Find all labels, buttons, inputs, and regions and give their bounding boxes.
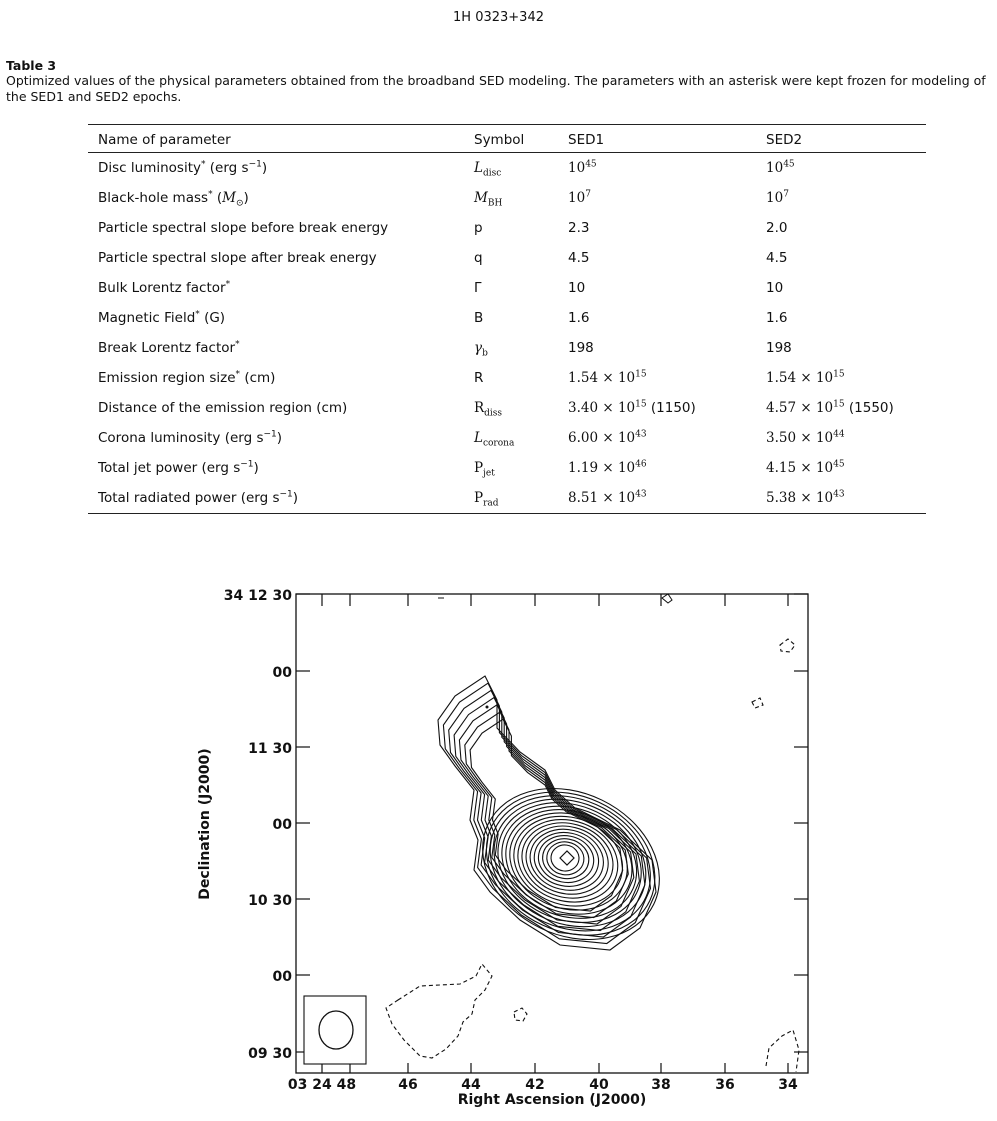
cell-part-v1-exp: 45 (585, 159, 597, 169)
core-contour (497, 798, 641, 925)
sed1-value-cell (558, 423, 756, 453)
cell-part-unit-pre: (cm) (240, 369, 276, 386)
cell-part-name: Break Lorentz factor (98, 339, 236, 356)
sed1-value-cell (558, 183, 756, 213)
extended-emission-contours (438, 676, 656, 950)
cell-part-sym: L (474, 429, 483, 446)
sed1-value-cell (558, 153, 756, 184)
cell-part-unit-sub: ⊙ (235, 198, 244, 209)
cell-part-v2-base: 1.54 × 10 (766, 369, 834, 386)
cell-part-name: Bulk Lorentz factor (98, 279, 226, 296)
cell-part-unit-pre: (erg s (205, 159, 249, 176)
y-tick-label: 11 30 (248, 741, 292, 757)
cell-part-sym: γ (474, 339, 483, 356)
cell-part-v2-base: 4.57 × 10 (766, 399, 834, 416)
param-name-cell (88, 303, 464, 333)
cell-part-name: Corona luminosity (98, 429, 221, 446)
table-row (88, 393, 926, 423)
core-contour (519, 817, 616, 902)
sed2-value-cell (756, 213, 926, 243)
cell-part-name: Distance of the emission region (cm) (98, 399, 348, 416)
table-row (88, 273, 926, 303)
cell-part-sym: P (474, 489, 484, 506)
x-axis-title: Right Ascension (J2000) (457, 1092, 647, 1108)
core-contour (529, 827, 604, 893)
core-contour (544, 839, 586, 877)
parameter-table (88, 124, 926, 514)
cell-part-v2-exp: 7 (783, 189, 789, 199)
cell-part-sym: B (474, 309, 484, 326)
col-header-name: Name of parameter (88, 125, 464, 153)
cell-part-sym: Γ (474, 279, 482, 296)
cell-part-v1: 10 (568, 279, 586, 296)
cell-part-name: Disc luminosity (98, 159, 201, 176)
sed2-value-cell (756, 333, 926, 363)
param-symbol-cell (464, 423, 558, 453)
cell-part-sym-sub: b (482, 348, 488, 359)
cell-part-name: Emission region size (98, 369, 236, 386)
cell-part-v1-exp: 43 (635, 429, 647, 439)
table-row (88, 453, 926, 483)
table-row (88, 213, 926, 243)
negative-contour (766, 1030, 799, 1072)
cell-part-v2-exp: 15 (833, 399, 845, 409)
core-contour (486, 787, 653, 937)
x-tick-label: 03 24 48 (287, 1077, 357, 1093)
param-symbol-cell (464, 183, 558, 213)
sed2-value-cell (756, 243, 926, 273)
cell-part-v2: 198 (766, 339, 792, 356)
cell-part-unit-pre: (erg s (236, 489, 280, 506)
cell-part-unit-pre: (erg s (220, 429, 264, 446)
cell-part-v2: 1.6 (766, 309, 788, 326)
core-contour (491, 793, 646, 932)
cell-part-sym: R (474, 399, 485, 416)
param-symbol-cell (464, 153, 558, 184)
core-contour (508, 808, 628, 914)
sed2-value-cell (756, 483, 926, 514)
cell-part-sym-sub: corona (482, 438, 515, 449)
param-symbol-cell (464, 483, 558, 514)
table-header-row (88, 125, 926, 153)
cell-part-unit-pre: (erg s (197, 459, 241, 476)
cell-part-v2-exp: 45 (833, 459, 845, 469)
cell-part-unit-post: ) (292, 489, 299, 506)
cell-part-name: Total jet power (98, 459, 198, 476)
y-tick-label: 10 30 (248, 893, 292, 909)
table-caption: Optimized values of the physical parameters obtained from the broadband SED modeling. The parameters with an asterisk were kept frozen for modeling of the SED1 and SED2 epochs. (6, 73, 986, 104)
y-tick-label: 09 30 (248, 1046, 292, 1062)
negative-contour (386, 964, 492, 1058)
cell-part-v2-exp: 44 (833, 429, 845, 439)
cell-part-v2-base: 10 (766, 159, 784, 176)
x-tick-label: 38 (651, 1077, 671, 1093)
cell-part-unit-pre: ( (212, 189, 223, 206)
cell-part-v1-exp: 7 (585, 189, 591, 199)
param-name-cell (88, 243, 464, 273)
cell-part-v2-base: 10 (766, 189, 784, 206)
cell-part-v1: 2.3 (568, 219, 590, 236)
cell-part-v1: 1.6 (568, 309, 590, 326)
cell-part-sym-sub: jet (483, 468, 495, 479)
cell-part-unit-sym: M (222, 189, 236, 206)
cell-part-v2-exp: 43 (833, 489, 845, 499)
core-contour (480, 782, 659, 943)
sed2-value-cell (756, 453, 926, 483)
core-contour (534, 831, 597, 887)
knot-marker (486, 706, 489, 709)
jet-contour (443, 683, 650, 943)
cell-part-v1-base: 8.51 × 10 (568, 489, 636, 506)
sed2-value-cell (756, 363, 926, 393)
cell-part-sym: P (474, 459, 484, 476)
cell-part-v1-base: 1.54 × 10 (568, 369, 636, 386)
param-name-cell (88, 213, 464, 243)
sed1-value-cell (558, 363, 756, 393)
cell-part-v1: 198 (568, 339, 594, 356)
param-name-cell (88, 153, 464, 184)
table-row (88, 153, 926, 184)
running-header: 1H 0323+342 (453, 10, 544, 25)
x-tick-label: 44 (461, 1077, 481, 1093)
table-row (88, 333, 926, 363)
sed1-value-cell (558, 273, 756, 303)
cell-part-star: * (200, 159, 206, 169)
sed1-value-cell (558, 393, 756, 423)
cell-part-sym-sub: rad (483, 498, 499, 509)
cell-part-v2: 10 (766, 279, 784, 296)
cell-part-v1-exp: 46 (635, 459, 647, 469)
cell-part-v1-exp: 15 (635, 399, 647, 409)
cell-part-sym: R (474, 369, 484, 386)
sed2-value-cell (756, 273, 926, 303)
y-axis-title: Declination (J2000) (197, 748, 213, 900)
cell-part-v1-base: 10 (568, 189, 586, 206)
cell-part-v2-exp: 15 (833, 369, 845, 379)
cell-part-sym-sub: disc (482, 168, 502, 179)
cell-part-star: * (225, 279, 231, 289)
table-row (88, 303, 926, 333)
param-name-cell (88, 333, 464, 363)
sed1-value-cell (558, 303, 756, 333)
x-tick-label: 36 (715, 1077, 735, 1093)
param-name-cell (88, 183, 464, 213)
cell-part-v1-base: 10 (568, 159, 586, 176)
beam-ellipse (319, 1011, 353, 1049)
cell-part-v1: 4.5 (568, 249, 590, 266)
cell-part-v1-tail: (1150) (646, 399, 696, 416)
jet-contour (470, 719, 623, 911)
edge-contour (662, 594, 672, 603)
cell-part-unit-exp: −1 (240, 459, 254, 469)
sed1-value-cell (558, 453, 756, 483)
plot-frame (296, 594, 808, 1073)
table-row (88, 483, 926, 514)
cell-part-star: * (235, 369, 241, 379)
cell-part-unit-post: ) (261, 159, 268, 176)
cell-part-v1-base: 6.00 × 10 (568, 429, 636, 446)
cell-part-sym: q (474, 249, 483, 266)
axis-ticks (296, 594, 808, 1073)
x-tick-label: 42 (525, 1077, 545, 1093)
sed2-value-cell (756, 303, 926, 333)
param-symbol-cell (464, 453, 558, 483)
param-symbol-cell (464, 303, 558, 333)
core-contour (463, 766, 679, 962)
core-contour (502, 803, 634, 920)
cell-part-star: * (195, 309, 200, 319)
y-tick-label: 00 (272, 665, 292, 681)
jet-contour (459, 705, 633, 924)
cell-part-unit-pre: (G) (199, 309, 226, 326)
param-symbol-cell (464, 213, 558, 243)
cell-part-sym: p (474, 219, 483, 236)
table-row (88, 243, 926, 273)
jet-contour (465, 712, 629, 918)
x-tick-label: 46 (398, 1077, 418, 1093)
negative-contour (514, 1008, 527, 1021)
cell-part-name: Particle spectral slope after break energy (98, 249, 377, 266)
param-symbol-cell (464, 273, 558, 303)
cell-part-v2-base: 4.15 × 10 (766, 459, 834, 476)
core-contour (549, 843, 580, 873)
sed2-value-cell (756, 423, 926, 453)
cell-part-name: Black-hole mass (98, 189, 209, 206)
cell-part-v2-base: 3.50 × 10 (766, 429, 834, 446)
col-header-sed1: SED1 (558, 125, 756, 153)
y-tick-label: 00 (272, 969, 292, 985)
sed2-value-cell (756, 393, 926, 423)
cell-part-v2: 4.5 (766, 249, 788, 266)
cell-part-name: Magnetic Field (98, 309, 196, 326)
param-symbol-cell (464, 393, 558, 423)
y-tick-label: 34 12 30 (223, 588, 292, 604)
cell-part-sym-sub: diss (484, 408, 503, 419)
x-tick-label: 40 (589, 1077, 609, 1093)
cell-part-v2: 2.0 (766, 219, 788, 236)
cell-part-v1-base: 3.40 × 10 (568, 399, 636, 416)
table-row (88, 183, 926, 213)
x-tick-label: 34 (778, 1077, 798, 1093)
param-name-cell (88, 423, 464, 453)
cell-part-v2-tail: (1550) (844, 399, 894, 416)
param-symbol-cell (464, 243, 558, 273)
solid-contours (457, 760, 685, 968)
param-name-cell (88, 273, 464, 303)
jet-contour (438, 676, 656, 950)
core-contour (469, 771, 672, 955)
cell-part-sym-sub: BH (487, 198, 503, 209)
param-name-cell (88, 483, 464, 514)
y-tick-label: 00 (272, 817, 292, 833)
param-symbol-cell (464, 333, 558, 363)
sed1-value-cell (558, 243, 756, 273)
cell-part-unit-post: ) (276, 429, 283, 446)
negative-contour (780, 639, 795, 652)
col-header-symbol: Symbol (464, 125, 558, 153)
core-contour (539, 835, 592, 882)
cell-part-v2-exp: 45 (783, 159, 795, 169)
col-header-sed2: SED2 (756, 125, 926, 153)
cell-part-unit-exp: −1 (279, 489, 293, 499)
cell-part-name: Particle spectral slope before break energy (98, 219, 389, 236)
table-row (88, 423, 926, 453)
peak-contour (560, 851, 574, 865)
core-contour (524, 822, 610, 897)
sed2-value-cell (756, 183, 926, 213)
negative-contour (752, 698, 763, 708)
sed1-value-cell (558, 213, 756, 243)
beam-box (304, 996, 366, 1064)
cell-part-sym: M (474, 189, 488, 206)
cell-part-v1-exp: 15 (635, 369, 647, 379)
sed1-value-cell (558, 333, 756, 363)
cell-part-star: * (208, 189, 213, 199)
core-contour (474, 777, 665, 950)
param-symbol-cell (464, 363, 558, 393)
jet-contour (449, 690, 645, 937)
cell-part-sym: L (474, 159, 483, 176)
core-contour (513, 813, 622, 909)
cell-part-v1-base: 1.19 × 10 (568, 459, 636, 476)
negative-contours (386, 639, 799, 1072)
core-contour (457, 760, 685, 968)
cell-part-name: Total radiated power (98, 489, 237, 506)
sed2-value-cell (756, 153, 926, 184)
cell-part-v1-exp: 43 (635, 489, 647, 499)
cell-part-unit-post: ) (253, 459, 259, 476)
jet-contour (454, 698, 639, 931)
param-name-cell (88, 393, 464, 423)
sed1-value-cell (558, 483, 756, 514)
cell-part-v2-base: 5.38 × 10 (766, 489, 834, 506)
cell-part-unit-post: ) (243, 189, 249, 206)
param-name-cell (88, 453, 464, 483)
param-name-cell (88, 363, 464, 393)
table-label: Table 3 (6, 58, 57, 73)
cell-part-unit-exp: −1 (248, 159, 262, 169)
cell-part-unit-exp: −1 (263, 429, 277, 439)
cell-part-star: * (235, 339, 240, 349)
table-row (88, 363, 926, 393)
